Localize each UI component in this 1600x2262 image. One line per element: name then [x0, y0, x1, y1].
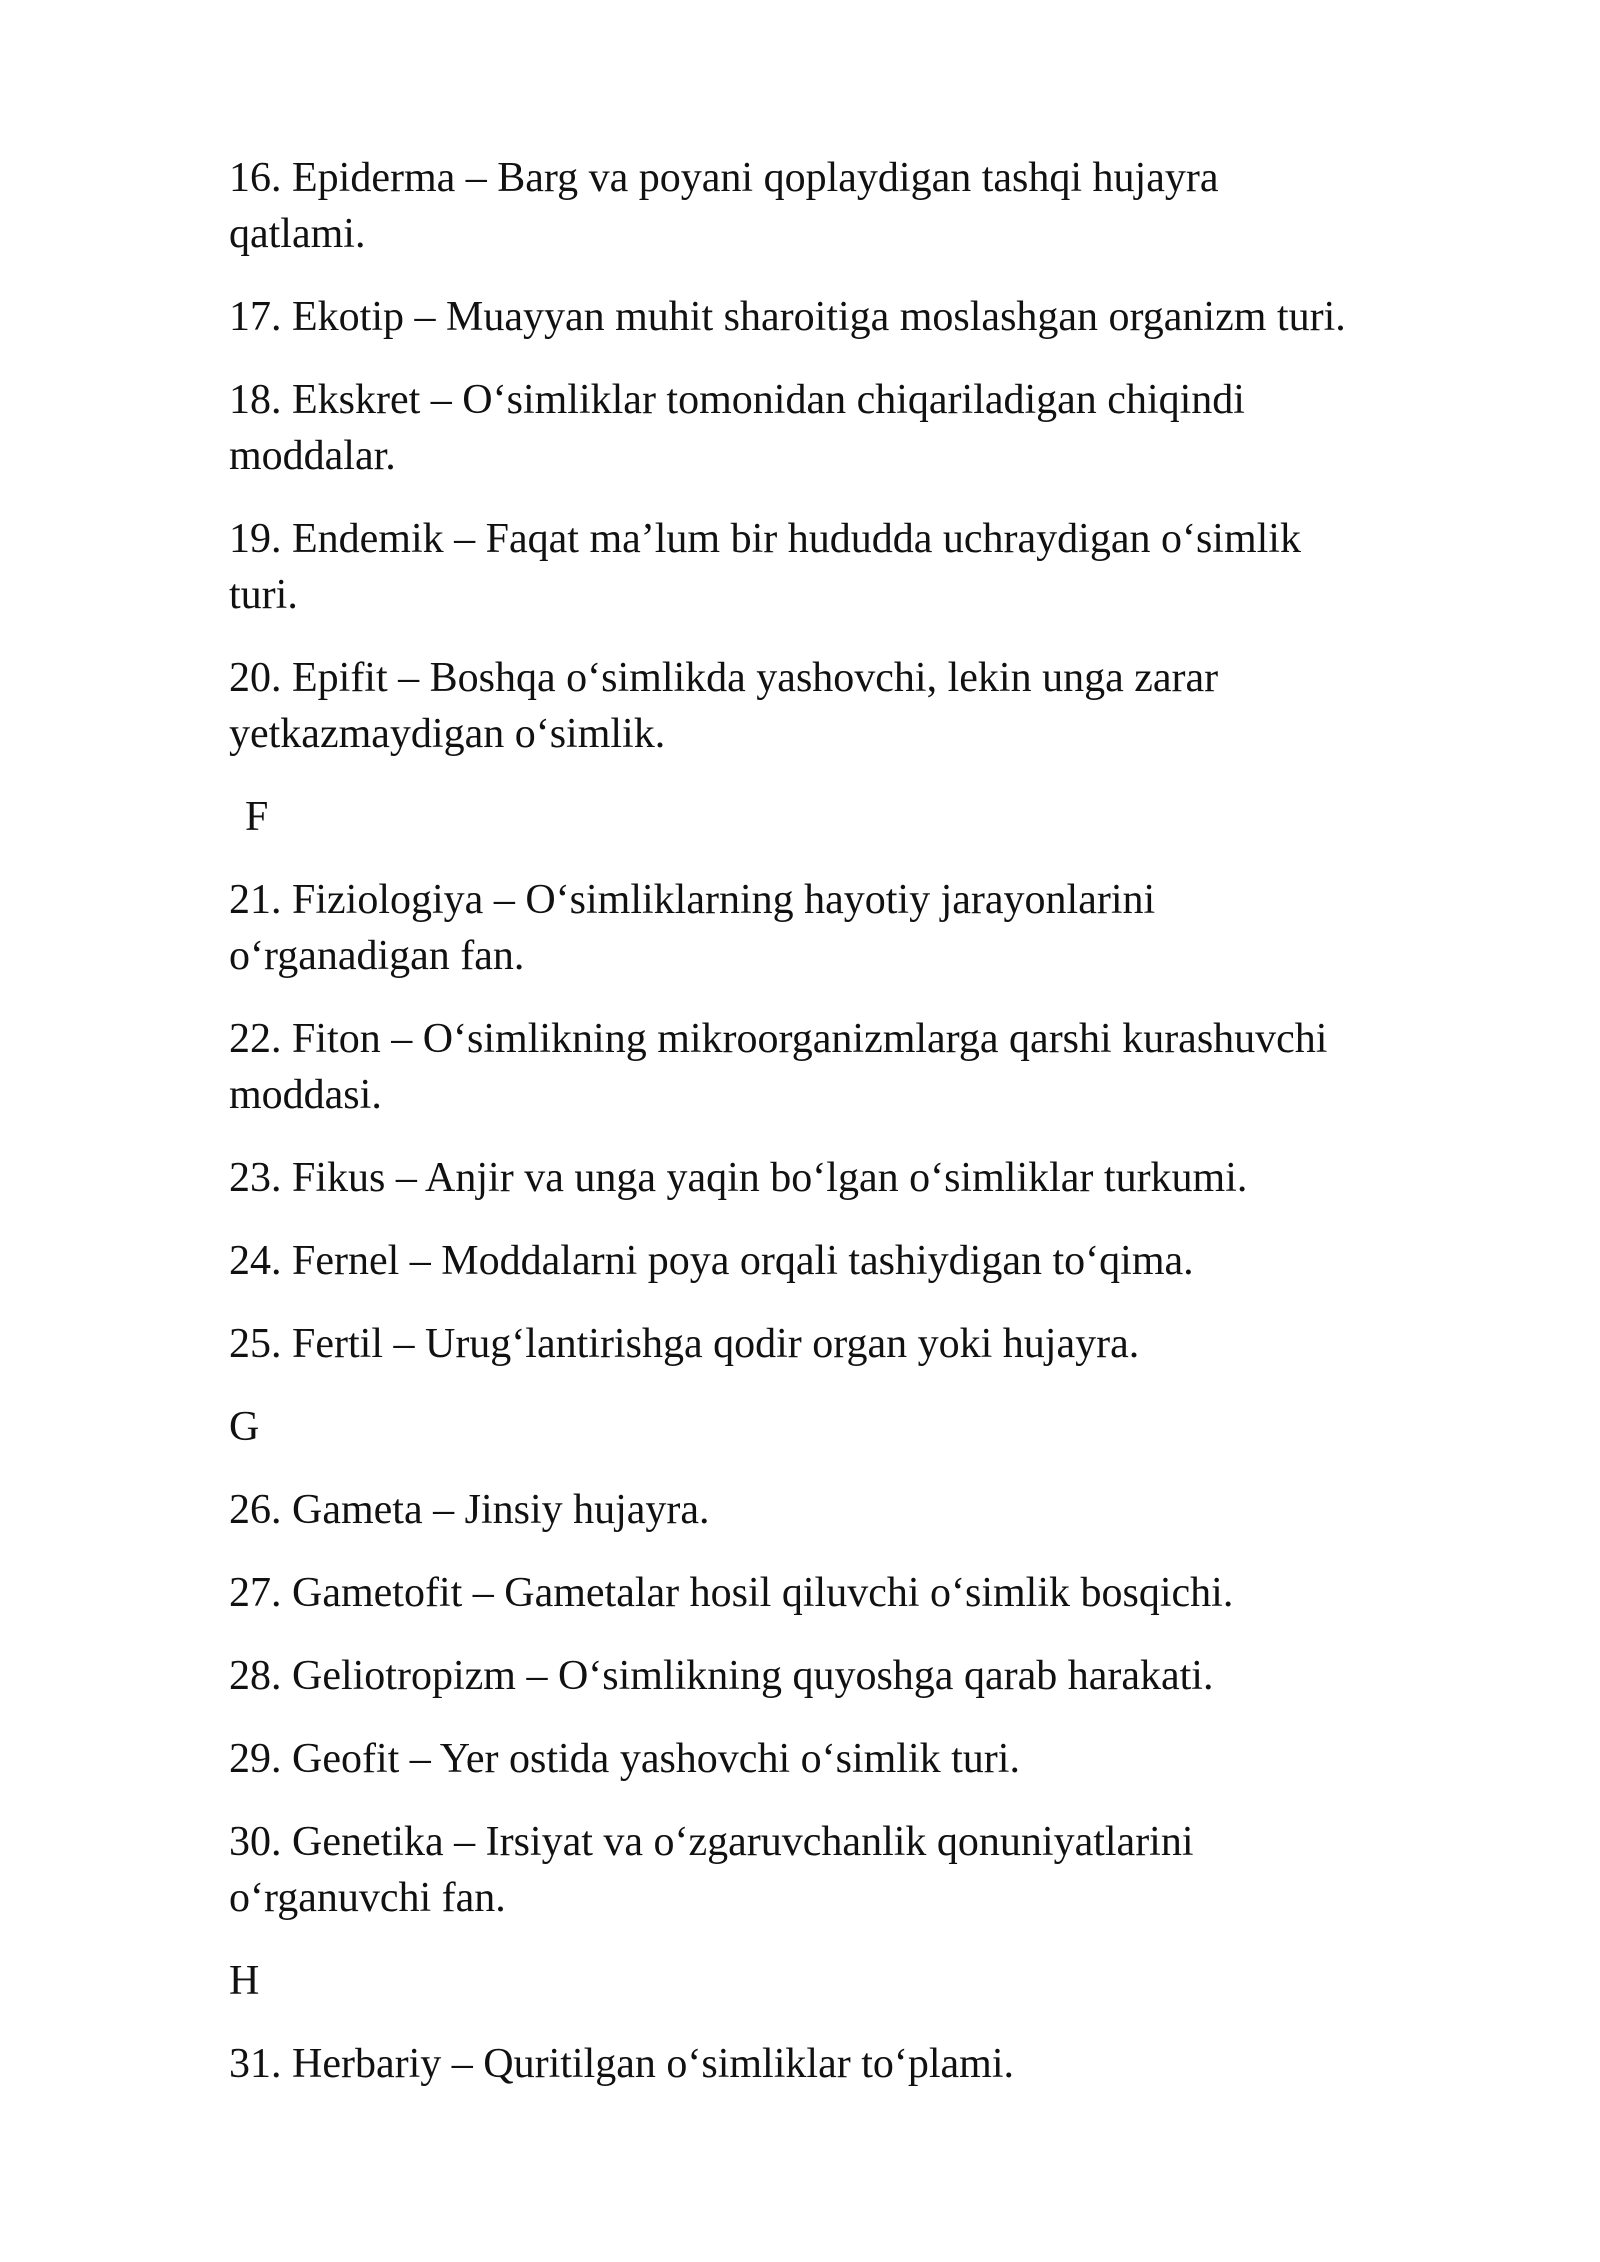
entry-line: 30. Genetika – Irsiyat va o‘zgaruvchanlik qonuniyatlarini: [229, 1819, 1194, 1865]
glossary-entry-28: [229, 1648, 1529, 1704]
entry-line: o‘rganuvchi fan.: [229, 1875, 506, 1921]
entry-line: qatlami.: [229, 211, 366, 257]
entry-line: 28. Geliotropizm – O‘simlikning quyoshga qarab harakati.: [229, 1653, 1214, 1699]
glossary-entry-16: [229, 150, 1529, 262]
entry-line: 29. Geofit – Yer ostida yashovchi o‘simlik turi.: [229, 1736, 1020, 1782]
entry-line: 21. Fiziologiya – O‘simliklarning hayotiy jarayonlarini: [229, 877, 1156, 923]
entry-line: 27. Gametofit – Gametalar hosil qiluvchi o‘simlik bosqichi.: [229, 1570, 1234, 1616]
entry-line: 16. Epiderma – Barg va poyani qoplaydigan tashqi hujayra: [229, 155, 1219, 201]
glossary-entry-27: [229, 1565, 1529, 1621]
glossary-content: [229, 150, 1529, 2119]
glossary-entry-22: [229, 1011, 1529, 1123]
glossary-entry-29: [229, 1731, 1529, 1787]
entry-line: 31. Herbariy – Quritilgan o‘simliklar to‘plami.: [229, 2041, 1014, 2087]
entry-line: yetkazmaydigan o‘simlik.: [229, 711, 666, 757]
glossary-entry-19: [229, 511, 1529, 623]
glossary-entry-23: [229, 1150, 1529, 1206]
entry-line: 17. Ekotip – Muayyan muhit sharoitiga moslashgan organizm turi.: [229, 294, 1346, 340]
entry-line: 22. Fiton – O‘simlikning mikroorganizmlarga qarshi kurashuvchi: [229, 1016, 1328, 1062]
glossary-entry-17: [229, 289, 1529, 345]
section-letter-h: H: [229, 1958, 260, 2004]
glossary-entry-30: [229, 1814, 1529, 1926]
glossary-entry-31: [229, 2036, 1529, 2092]
section-letter-g: G: [229, 1404, 260, 1450]
entry-line: 24. Fernel – Moddalarni poya orqali tashiydigan to‘qima.: [229, 1238, 1194, 1284]
entry-line: 19. Endemik – Faqat ma’lum bir hududda uchraydigan o‘simlik: [229, 516, 1301, 562]
glossary-entry-24: [229, 1233, 1529, 1289]
glossary-entry-26: [229, 1482, 1529, 1538]
section-letter-f: F: [245, 794, 269, 840]
entry-line: turi.: [229, 572, 298, 618]
entry-line: 25. Fertil – Urug‘lantirishga qodir organ yoki hujayra.: [229, 1321, 1140, 1367]
glossary-entry-21: [229, 872, 1529, 984]
entry-line: 20. Epifit – Boshqa o‘simlikda yashovchi, lekin unga zarar: [229, 655, 1219, 701]
entry-line: 18. Ekskret – O‘simliklar tomonidan chiqariladigan chiqindi: [229, 377, 1245, 423]
entry-line: 23. Fikus – Anjir va unga yaqin bo‘lgan o‘simliklar turkumi.: [229, 1155, 1248, 1201]
glossary-entry-25: [229, 1316, 1529, 1372]
glossary-entry-20: [229, 650, 1529, 762]
entry-line: 26. Gameta – Jinsiy hujayra.: [229, 1487, 710, 1533]
entry-line: moddasi.: [229, 1072, 382, 1118]
glossary-entry-18: [229, 372, 1529, 484]
entry-line: moddalar.: [229, 433, 396, 479]
entry-line: o‘rganadigan fan.: [229, 933, 525, 979]
